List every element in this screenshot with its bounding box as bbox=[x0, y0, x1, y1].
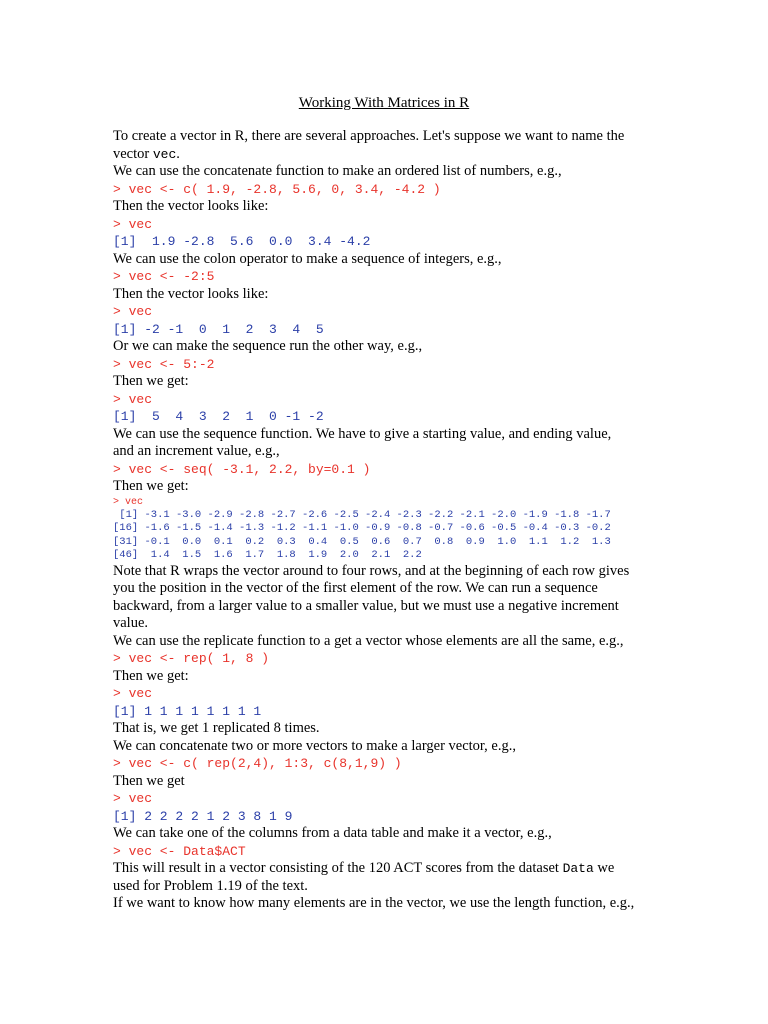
paragraph-text: We can use the concatenate function to make an ordered list of numbers, e.g., bbox=[113, 163, 562, 179]
text-run: vector bbox=[113, 145, 153, 162]
paragraph-text: We can use the colon operator to make a sequence of integers, e.g., bbox=[113, 250, 502, 267]
r-command: > vec <- seq( -3.1, 2.2, by=0.1 ) bbox=[113, 461, 371, 477]
paragraph-text: To create a vector in R, there are several approaches. Let's suppose we want to name the bbox=[113, 128, 625, 144]
r-output-row: [1] -3.1 -3.0 -2.9 -2.8 -2.7 -2.6 -2.5 -2.4 -2.3 -2.2 -2.1 -2.0 -1.9 -1.8 -1.7 bbox=[113, 508, 611, 521]
r-output: [1] 1.9 -2.8 5.6 0.0 3.4 -4.2 bbox=[113, 234, 371, 249]
r-command: > vec <- rep( 1, 8 ) bbox=[113, 651, 270, 666]
r-command: > vec <- c( rep(2,4), 1:3, c(8,1,9) ) bbox=[113, 756, 402, 771]
paragraph-text bbox=[113, 146, 673, 164]
paragraph-text: We can use the sequence function. We have to give a starting value, and ending value, bbox=[113, 425, 612, 442]
paragraph-text: We can use the replicate function to a get a vector whose elements are all the same, e.g., bbox=[113, 632, 624, 649]
paragraph-text: Then we get bbox=[113, 772, 185, 789]
r-command: > vec bbox=[113, 686, 153, 701]
r-output-row: [46] 1.4 1.5 1.6 1.7 1.8 1.9 2.0 2.1 2.2 bbox=[113, 549, 422, 561]
r-command: > vec bbox=[113, 791, 153, 806]
paragraph-text: If we want to know how many elements are in the vector, we use the length function, e.g., bbox=[113, 895, 635, 911]
paragraph-text: Or we can make the sequence run the other way, e.g., bbox=[113, 338, 423, 354]
paragraph-text bbox=[113, 860, 673, 878]
paragraph-text: value. bbox=[113, 615, 149, 631]
r-output-row: [16] -1.6 -1.5 -1.4 -1.3 -1.2 -1.1 -1.0 -0.9 -0.8 -0.7 -0.6 -0.5 -0.4 -0.3 -0.2 bbox=[113, 522, 611, 534]
paragraph-text: Note that R wraps the vector around to four rows, and at the beginning of each row gives bbox=[113, 562, 630, 579]
r-output: [1] -2 -1 0 1 2 3 4 5 bbox=[113, 321, 324, 337]
r-output: [1] 5 4 3 2 1 0 -1 -2 bbox=[113, 409, 324, 424]
r-output: [1] 2 2 2 2 1 2 3 8 1 9 bbox=[113, 808, 293, 824]
paragraph-text: you the position in the vector of the first element of the row. We can run a sequence bbox=[113, 580, 598, 596]
inline-code: Data bbox=[562, 861, 594, 876]
document-body bbox=[113, 128, 673, 913]
r-output-row: [31] -0.1 0.0 0.1 0.2 0.3 0.4 0.5 0.6 0.7 0.8 0.9 1.0 1.1 1.2 1.3 bbox=[113, 535, 611, 548]
r-command: > vec bbox=[113, 304, 153, 319]
r-command: > vec <- 5:-2 bbox=[113, 356, 215, 372]
page-title: Working With Matrices in R bbox=[298, 95, 470, 111]
r-command: > vec bbox=[113, 391, 153, 407]
paragraph-text: and an increment value, e.g., bbox=[113, 443, 280, 459]
inline-code: vec bbox=[152, 146, 177, 162]
paragraph-text: Then we get: bbox=[113, 478, 189, 494]
r-command: > vec bbox=[113, 216, 153, 232]
paragraph-text: Then the vector looks like: bbox=[113, 285, 269, 302]
paragraph-text: We can take one of the columns from a data table and make it a vector, e.g., bbox=[113, 825, 552, 841]
text-run: This will result in a vector consisting of the 120 ACT scores from the dataset bbox=[113, 860, 563, 876]
text-run: . bbox=[176, 145, 180, 162]
r-command: > vec bbox=[113, 496, 144, 508]
paragraph-text: backward, from a larger value to a smaller value, but we must use a negative increment bbox=[113, 597, 619, 614]
r-command: > vec <- -2:5 bbox=[113, 269, 215, 284]
paragraph-text: used for Problem 1.19 of the text. bbox=[113, 877, 308, 894]
r-command: > vec <- Data$ACT bbox=[113, 843, 246, 859]
r-output: [1] 1 1 1 1 1 1 1 1 bbox=[113, 703, 262, 719]
paragraph-text: Then we get: bbox=[113, 667, 189, 684]
paragraph-text: That is, we get 1 replicated 8 times. bbox=[113, 720, 320, 736]
paragraph-text: We can concatenate two or more vectors to make a larger vector, e.g., bbox=[113, 737, 516, 754]
r-command: > vec <- c( 1.9, -2.8, 5.6, 0, 3.4, -4.2 ) bbox=[113, 181, 441, 197]
paragraph-text: Then the vector looks like: bbox=[113, 198, 269, 214]
paragraph-text: Then we get: bbox=[113, 373, 189, 389]
text-run: we bbox=[593, 860, 615, 876]
